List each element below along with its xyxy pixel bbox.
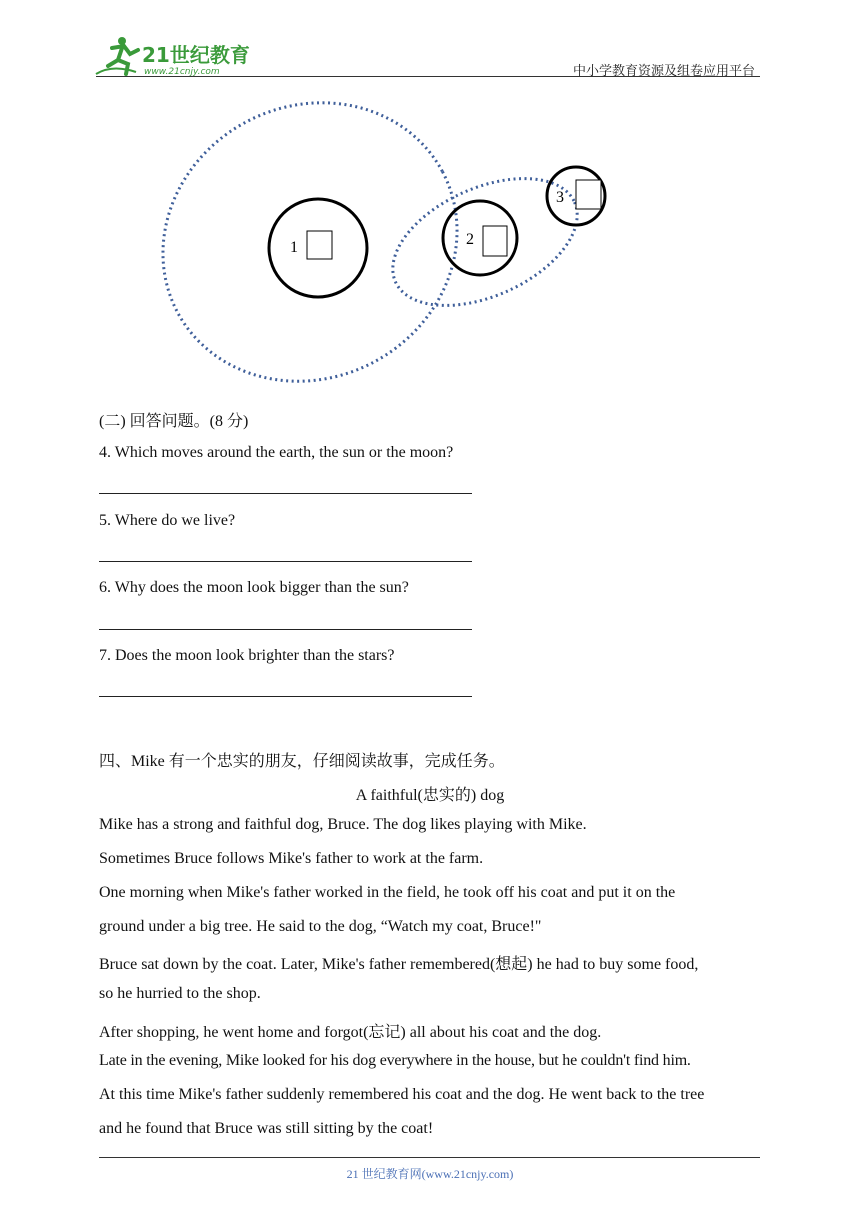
question-4: 4. Which moves around the earth, the sun or the moon? [99, 444, 454, 461]
orbit-diagram [150, 92, 630, 392]
answer-box-1[interactable] [307, 231, 332, 259]
story-line: Late in the evening, Mike looked for his dog everywhere in the house, but he couldn't find him. [99, 1052, 691, 1069]
svg-text:21世纪教育: 21世纪教育 [142, 43, 250, 67]
logo [92, 34, 262, 78]
answer-line-5[interactable] [99, 561, 472, 562]
label-1: 1 [290, 239, 298, 256]
label-2: 2 [466, 231, 474, 248]
question-5: 5. Where do we live? [99, 512, 236, 529]
story-line: ground under a big tree. He said to the dog, “Watch my coat, Bruce!" [99, 918, 542, 935]
answer-line-6[interactable] [99, 629, 472, 630]
story-line: so he hurried to the shop. [99, 985, 261, 1002]
story-line: Bruce sat down by the coat. Later, Mike's father remembered(想起) he had to buy some food, [99, 956, 699, 973]
section2-title: (二) 回答问题。(8 分) [99, 413, 249, 430]
story-title: A faithful(忠实的) dog [355, 787, 505, 804]
story-line: Mike has a strong and faithful dog, Bruce. The dog likes playing with Mike. [99, 816, 587, 833]
footer-link[interactable]: 21 世纪教育网(www.21cnjy.com) [346, 1167, 514, 1181]
svg-text:www.21cnjy.com: www.21cnjy.com [144, 67, 220, 77]
section4-title: 四、Mike 有一个忠实的朋友，仔细阅读故事，完成任务。 [99, 753, 505, 770]
story-line: One morning when Mike's father worked in the field, he took off his coat and put it on the [99, 884, 676, 901]
story-line: At this time Mike's father suddenly remembered his coat and the dog. He went back to the tree [99, 1086, 705, 1103]
header-divider [96, 76, 760, 77]
story-line: After shopping, he went home and forgot(忘记) all about his coat and the dog. [99, 1024, 602, 1041]
story-line: and he found that Bruce was still sitting by the coat! [99, 1120, 434, 1137]
story-line: Sometimes Bruce follows Mike's father to work at the farm. [99, 850, 484, 867]
footer-divider [99, 1157, 760, 1158]
question-7: 7. Does the moon look brighter than the stars? [99, 647, 395, 664]
page-header [0, 0, 860, 80]
logo-runner-icon [92, 34, 262, 78]
platform-name: 中小学教育资源及组卷应用平台 [572, 64, 755, 79]
question-6: 6. Why does the moon look bigger than the sun? [99, 579, 409, 596]
answer-line-7[interactable] [99, 696, 472, 697]
answer-box-2[interactable] [483, 226, 507, 256]
answer-line-4[interactable] [99, 493, 472, 494]
label-3: 3 [556, 189, 564, 206]
answer-box-3[interactable] [576, 180, 601, 209]
